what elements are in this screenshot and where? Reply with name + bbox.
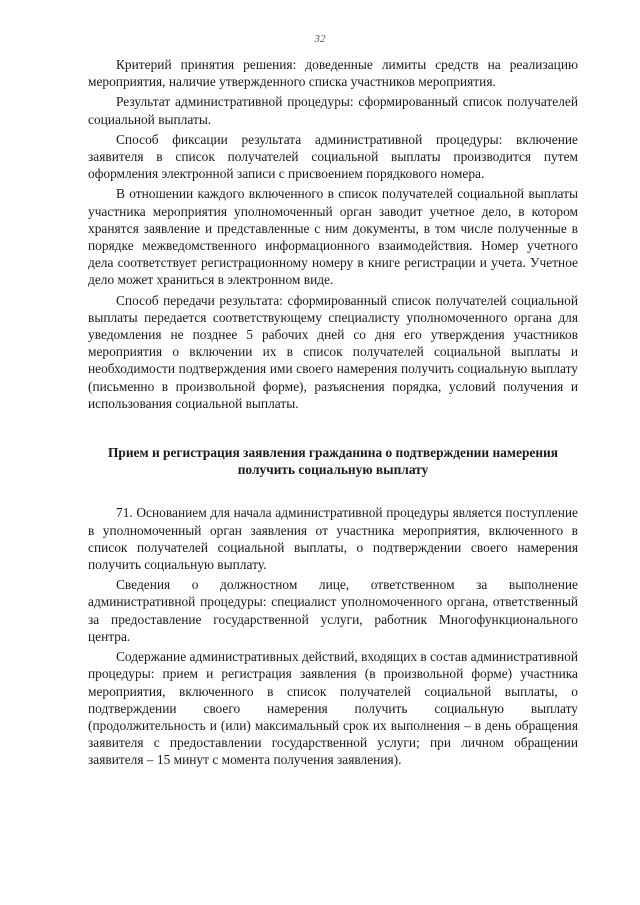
- paragraph-result-transfer: Способ передачи результата: сформированный список получателей социальной выплаты передается соответствующему специалисту уполномоченного органа для уведомления не позднее 5 рабочих дней со дня его утверждения участников мероприятия о включении их в список получателей социальной выплаты и необходимости подтверждения ими своего намерения получить социальную выплату (письменно в произвольной форме), разъяснения порядка, условий получения и использования социальной выплаты.: [88, 292, 578, 411]
- paragraph-decision-criteria: Критерий принятия решения: доведенные лимиты средств на реализацию мероприятия, наличие утвержденного списка участников мероприятия.: [88, 57, 578, 90]
- document-body: [88, 56, 578, 772]
- paragraph-procedure-result: Результат административной процедуры: сформированный список получателей социальной выплаты.: [88, 94, 578, 127]
- page-number: 32: [314, 33, 326, 45]
- paragraph-administrative-actions: Содержание административных действий, входящих в состав административной процедуры: прием и регистрация заявления (в произвольной форме) участника мероприятия, включенного в список получателей социальной выплаты, о подтверждении своего намерения получить социальную выплату (продолжительность и (или) максимальный срок их выполнения – в день обращения заявителя с предоставлении государственной услуги; при личном обращении заявителя – 15 минут с момента получения заявления).: [88, 649, 578, 768]
- paragraph-responsible-official: Сведения о должностном лице, ответственном за выполнение административной процедуры: специалист уполномоченного органа, ответственный за предоставление государственной услуги, работник Многофункционального центра.: [88, 577, 578, 644]
- paragraph-procedure-basis: 71. Основанием для начала административной процедуры является поступление в уполномоченный орган заявления от участника мероприятия, включенного в список получателей социальной выплаты, о подтверждении своего намерения получить социальную выплату.: [88, 505, 578, 573]
- paragraph-case-file: В отношении каждого включенного в список получателей социальной выплаты участника мероприятия уполномоченный орган заводит учетное дело, в котором хранятся заявление и представленные с ним документы, в том числе полученные в порядке межведомственного информационного взаимодействия. Номер учетного дела соответствует регистрационному номеру в книге регистрации и учета. Учетное дело может храниться в электронном виде.: [88, 186, 578, 288]
- section-heading: Прием и регистрация заявления гражданина о подтверждении намерения получить социальную выплату: [107, 445, 559, 478]
- paragraph-result-fixation: Способ фиксации результата административной процедуры: включение заявителя в список получателей социальной выплаты производится путем оформления электронной записи с присвоением порядкового номера.: [88, 131, 578, 182]
